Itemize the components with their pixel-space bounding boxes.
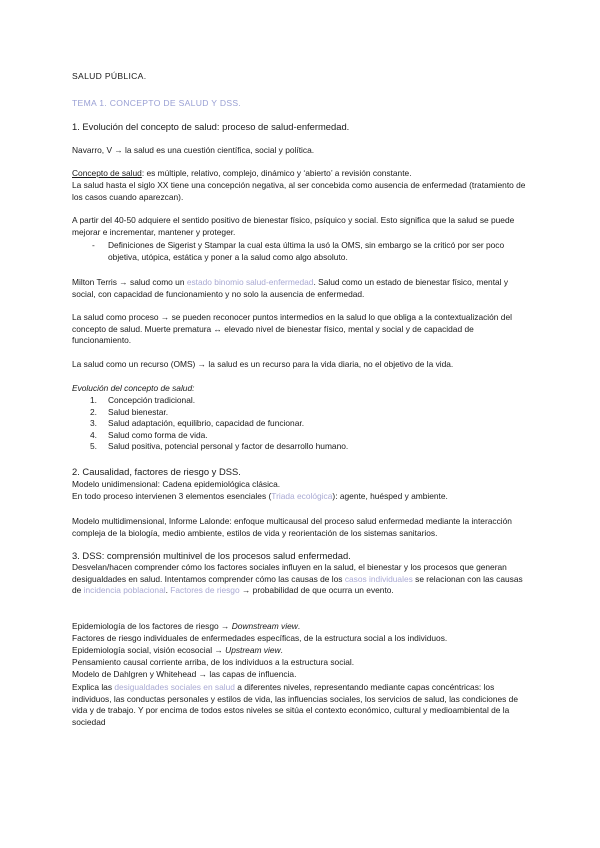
epi-upstream-line xyxy=(72,645,534,657)
epi-downstream-text: Factores de riesgo individuales de enfermedades específicas, de la estructura social a los individuos. xyxy=(72,633,448,643)
apartir-paragraph: A partir del 40-50 adquiere el sentido positivo de bienestar físico, psíquico y social. Esto significa que la salud se puede mejorar e incrementar, mantener y proteger. xyxy=(72,215,515,237)
incidencia-highlight: incidencia poblacional xyxy=(83,585,166,596)
triada-text-a: En todo proceso intervienen 3 elementos esenciales ( xyxy=(72,491,272,501)
list-number: 5. xyxy=(90,441,97,452)
terris-text-b: . Salud como un estado de bienestar físico, mental y social, con capacidad de funcionamiento y no solo la ausencia de enfermedad. xyxy=(72,277,509,299)
explica-text-b: a diferentes niveles, representando mediante capas concéntricas: los individuos, las conductas personales y estilos de vida, las influencias sociales, los servicios de salud, las condiciones de vida y de trabajo. Y por encima de todos estos niveles se sitúa el contexto económico, cultural y medioambiental de la sociedad xyxy=(72,682,518,727)
sigerist-text: Definiciones de Sigerist y Stampar la cual esta última la usó la OMS, sin embargo se la criticó por ser poco objetiva, utópica, estática y poner a la salud como algo absoluto. xyxy=(108,240,505,262)
evolucion-list xyxy=(72,395,534,453)
concepto-text: : es múltiple, relativo, complejo, dinámico y ‘abierto’ a revisión constante. xyxy=(141,168,412,178)
proceso-paragraph: La salud como proceso → se pueden reconocer puntos intermedios en la salud lo que obliga a la contextualización del concepto de salud. Muerte prematura ↔ elevado nivel de bienestar físico, mental y social y de capacidad de funcionamiento. xyxy=(72,312,512,346)
list-item xyxy=(72,418,534,430)
list-text: Salud positiva, potencial personal y factor de desarrollo humano. xyxy=(108,441,349,452)
triada-highlight: Triada ecológica xyxy=(271,491,333,501)
list-number: 2. xyxy=(90,406,97,417)
section-1-heading: 1. Evolución del concepto de salud: proceso de salud-enfermedad. xyxy=(72,121,350,132)
concepto-label: Concepto de salud xyxy=(72,168,142,178)
unidimensional-line: Modelo unidimensional: Cadena epidemiológica clásica. xyxy=(72,479,281,489)
explica-text-a: Explica las xyxy=(72,682,115,692)
section-3-heading: 3. DSS: comprensión multinivel de los procesos salud enfermedad. xyxy=(72,550,351,561)
triada-text-b: ): agente, huésped y ambiente. xyxy=(332,491,448,501)
list-item xyxy=(72,395,534,407)
list-text: Salud como forma de vida. xyxy=(108,429,208,440)
list-item xyxy=(72,407,534,419)
doc-title: SALUD PÚBLICA. xyxy=(72,71,147,81)
dss-text-d: → probabilidad de que ocurra un evento. xyxy=(239,585,394,596)
concepto-paragraph xyxy=(72,168,534,180)
terris-text-a: Milton Terris → salud como un xyxy=(72,277,187,287)
evolucion-title: Evolución del concepto de salud: xyxy=(72,383,195,393)
concepto-line2: La salud hasta el siglo XX tiene una concepción negativa, al ser concebida como ausencia de enfermedad (tratamiento de los casos cuando aparezcan). xyxy=(72,180,526,202)
factores-highlight: Factores de riesgo xyxy=(170,585,240,596)
triada-line xyxy=(72,491,534,503)
dash-bullet: - xyxy=(92,240,95,250)
terris-highlight: estado binomio salud-enfermedad xyxy=(186,277,314,287)
dss-text-a: Desvelan/hacen comprender cómo los factores sociales influyen en la salud, el bienestar y los procesos que generan desigualdades en salud. Intentamos comprender cómo las causas de los xyxy=(72,562,507,584)
terris-paragraph xyxy=(72,277,534,300)
epi1-text-a: Epidemiología de los factores de riesgo → xyxy=(72,621,232,631)
list-item xyxy=(72,430,534,442)
recurso-paragraph: La salud como un recurso (OMS) → la salud es un recurso para la vida diaria, no el objetivo de la vida. xyxy=(72,359,454,369)
epi1-text-b: . xyxy=(297,621,301,631)
epi2-italic: Upstream view xyxy=(225,645,281,655)
list-number: 1. xyxy=(90,395,97,405)
tema-heading: TEMA 1. CONCEPTO DE SALUD Y DSS. xyxy=(72,98,242,108)
dss-paragraph xyxy=(72,562,534,597)
epi-downstream-line xyxy=(72,621,534,633)
dss-text-c: . xyxy=(165,585,171,596)
list-text: Concepción tradicional. xyxy=(108,395,196,405)
navarro-line: Navarro, V → la salud es una cuestión científica, social y política. xyxy=(72,145,315,155)
list-text: Salud bienestar. xyxy=(108,406,169,417)
epi1-italic: Downstream view xyxy=(231,621,298,631)
epi-upstream-text: Pensamiento causal corriente arriba, de los individuos a la estructura social. xyxy=(72,657,355,667)
desigualdades-highlight: desigualdades sociales en salud xyxy=(114,682,235,692)
epi2-text-a: Epidemiología social, visión ecosocial → xyxy=(72,645,226,655)
list-item xyxy=(72,441,534,453)
casos-highlight: casos individuales xyxy=(344,573,413,584)
section-2-heading: 2. Causalidad, factores de riesgo y DSS. xyxy=(72,466,241,477)
sigerist-bullet xyxy=(72,240,534,263)
list-number: 3. xyxy=(90,418,97,429)
dss-text-b: se relacionan con las causas de xyxy=(72,573,523,596)
multidimensional-paragraph: Modelo multidimensional, Informe Lalonde: enfoque multicausal del proceso salud enfermedad mediante la interacción compleja de la biología, medio ambiente, estilos de vida y reorientación de los sistemas sanitarios. xyxy=(72,516,512,538)
explica-paragraph xyxy=(72,682,534,728)
list-number: 4. xyxy=(90,429,97,440)
list-text: Salud adaptación, equilibrio, capacidad de funcionar. xyxy=(108,418,305,429)
dahlgren-line: Modelo de Dahlgren y Whitehead → las capas de influencia. xyxy=(72,669,297,679)
epi2-text-b: . xyxy=(280,645,283,655)
